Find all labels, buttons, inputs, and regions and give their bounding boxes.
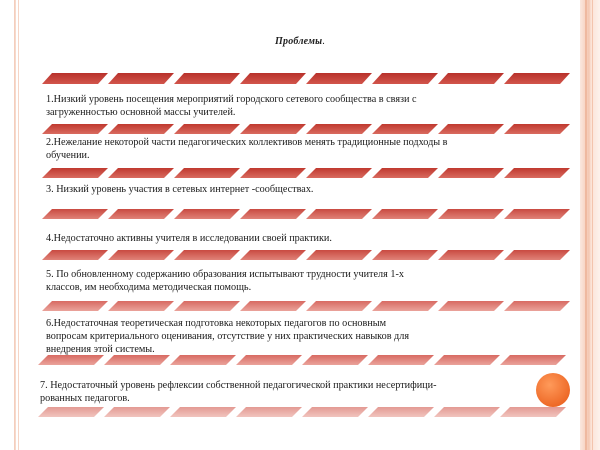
problem-item-6-line-3: внедрения этой системы.	[46, 344, 155, 355]
stripe-segment	[38, 407, 104, 417]
stripe-segment	[438, 168, 504, 178]
stripe-segment	[108, 301, 174, 311]
stripe-segment	[240, 209, 306, 219]
stripe-segment	[240, 73, 306, 84]
stripe-segment	[306, 250, 372, 260]
stripe-segment	[108, 209, 174, 219]
problem-item-2-line-2: обучении.	[46, 150, 90, 161]
stripe-segment	[174, 168, 240, 178]
stripe-segment	[104, 355, 170, 365]
stripe-segment	[504, 209, 570, 219]
stripe-segment	[174, 250, 240, 260]
stripe-segment	[306, 168, 372, 178]
stripe-segment	[170, 407, 236, 417]
stripe-segment	[306, 301, 372, 311]
stripe-segment	[368, 355, 434, 365]
stripe-segment	[500, 407, 566, 417]
stripe-segment	[504, 73, 570, 84]
stripe-segment	[42, 209, 108, 219]
problem-item-3-line-1: 3. Низкий уровень участия в сетевых интернет -сообществах.	[46, 184, 314, 195]
problem-item-1	[46, 93, 417, 119]
stripe-segment	[236, 407, 302, 417]
stripe-segment	[438, 209, 504, 219]
stripe-segment	[42, 250, 108, 260]
stripe-segment	[240, 301, 306, 311]
stripe-segment	[504, 124, 570, 134]
stripe-segment	[504, 301, 570, 311]
stripe-segment	[438, 124, 504, 134]
stripe-segment	[104, 407, 170, 417]
stripe-segment	[438, 301, 504, 311]
problem-item-4-line-1: 4.Недостаточно активны учителя в исследовании своей практики.	[46, 233, 332, 244]
stripe-segment	[434, 355, 500, 365]
stripe-segment	[240, 250, 306, 260]
slide-title-period: .	[322, 36, 325, 47]
stripe-segment	[42, 168, 108, 178]
stripe-segment	[372, 209, 438, 219]
stripe-segment	[236, 355, 302, 365]
problem-item-5	[46, 268, 404, 294]
problem-item-1-line-1: 1.Низкий уровень посещения мероприятий городского сетевого сообщества в связи с	[46, 94, 417, 105]
stripe-segment	[302, 355, 368, 365]
problem-item-7	[40, 379, 436, 405]
stripe-segment	[372, 168, 438, 178]
problem-item-6	[46, 317, 409, 356]
stripe-segment	[504, 168, 570, 178]
stripe-segment	[108, 168, 174, 178]
stripe-segment	[174, 124, 240, 134]
problem-item-2-line-1: 2.Нежелание некоторой части педагогических коллективов менять традиционные подходы в	[46, 137, 448, 148]
problem-item-5-line-1: 5. По обновленному содержанию образования испытывают трудности учителя 1-х	[46, 269, 404, 280]
stripe-segment	[438, 73, 504, 84]
stripe-segment	[174, 73, 240, 84]
problem-item-7-line-2: рованных педагогов.	[40, 393, 130, 404]
stripe-segment	[372, 250, 438, 260]
stripe-segment	[42, 301, 108, 311]
problem-item-5-line-2: классов, им необходима методическая помощь.	[46, 282, 252, 293]
stripe-segment	[42, 73, 108, 84]
stripe-segment	[174, 301, 240, 311]
stripe-segment	[306, 209, 372, 219]
stripe-segment	[108, 250, 174, 260]
stripe-segment	[302, 407, 368, 417]
problem-item-7-line-1: 7. Недостаточный уровень рефлексии собственной педагогической практики несертифици-	[40, 380, 437, 391]
stripe-segment	[108, 73, 174, 84]
orange-circle-ornament	[536, 373, 570, 407]
stripe-segment	[240, 168, 306, 178]
problem-item-1-line-2: загруженностью основной массы учителей.	[46, 107, 236, 118]
problem-item-2	[46, 136, 447, 162]
stripe-segment	[240, 124, 306, 134]
stripe-segment	[306, 73, 372, 84]
stripe-segment	[500, 355, 566, 365]
stripe-segment	[174, 209, 240, 219]
stripe-segment	[372, 73, 438, 84]
stripe-segment	[438, 250, 504, 260]
stripe-segment	[372, 301, 438, 311]
stripe-segment	[504, 250, 570, 260]
stripe-segment	[372, 124, 438, 134]
stripe-segment	[306, 124, 372, 134]
problem-item-4	[46, 232, 332, 245]
slide-title-text: Проблемы	[275, 36, 323, 47]
stripe-segment	[434, 407, 500, 417]
stripe-segment	[42, 124, 108, 134]
stripe-segment	[38, 355, 104, 365]
problem-item-6-line-1: 6.Недостаточная теоретическая подготовка некоторых педагогов по основным	[46, 318, 387, 329]
stripe-segment	[368, 407, 434, 417]
stripe-segment	[170, 355, 236, 365]
stripe-segment	[108, 124, 174, 134]
problem-item-3	[46, 183, 313, 196]
problem-item-6-line-2: вопросам критериального оценивания, отсутствие у них практических навыков для	[46, 331, 410, 342]
